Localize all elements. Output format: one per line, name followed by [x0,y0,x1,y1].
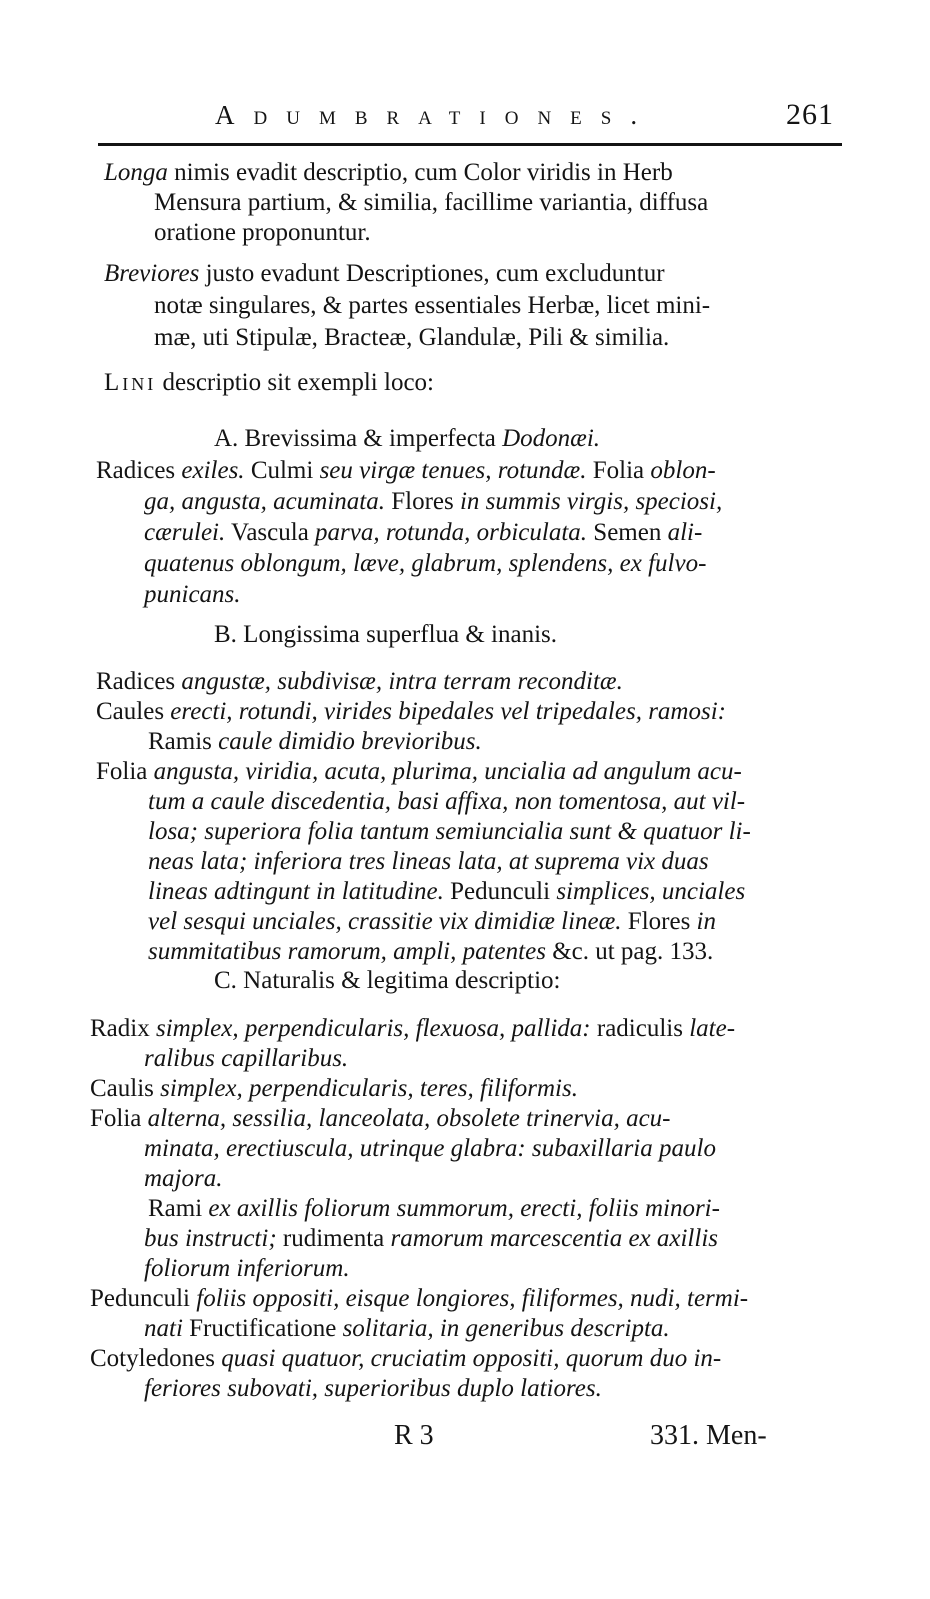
text-run: notæ singulares, & partes essentiales Herbæ, licet mini- [154,292,711,319]
text-run: justo evadunt Descriptiones, cum excluduntur [199,260,665,287]
text-run: Flores [621,908,697,935]
text-run: Cotyledones [90,1345,222,1372]
section-a-line-4 [144,549,706,579]
text-run: seu virgæ tenues, rotundæ. [319,457,587,484]
text-run: solitaria, in generibus descripta. [342,1315,670,1342]
section-b-line-10 [148,937,713,967]
text-run: Culmi [244,457,320,484]
text-run: minata, erectiuscula, utrinque glabra: subaxillaria paulo [144,1135,716,1162]
text-run: exiles. [181,457,245,484]
text-run: cærulei. [144,519,226,546]
section-c-line-4 [90,1104,671,1134]
text-run: nati [144,1315,183,1342]
section-c-line-12 [90,1344,721,1374]
text-run: simplex, perpendicularis, teres, filiformis. [160,1075,578,1102]
text-run: nimis evadit descriptio, cum Color viridis in Herb [167,159,673,186]
section-b-line-4 [96,757,742,787]
section-b-line-9 [148,907,716,937]
text-run: descriptio sit exempli loco: [156,369,434,396]
section-b-line-7 [148,847,709,877]
text-run: &c. ut pag. 133. [545,938,714,965]
text-run: A. Brevissima & imperfecta [214,425,503,452]
section-c-line-9 [144,1254,350,1284]
section-c-line-3 [90,1074,578,1104]
breviores-line-3 [154,323,669,353]
text-run: feriores subovati, superioribus duplo latiores. [144,1375,602,1402]
text-run: radiculis [590,1015,690,1042]
text-run: ali- [667,519,703,546]
section-b-line-8 [148,877,745,907]
text-run: bus instructi; [144,1225,277,1252]
text-run: Folia [96,758,154,785]
text-run: foliorum inferiorum. [144,1255,350,1282]
running-title: Adumbrationes. [215,100,657,130]
longa-line-1 [104,158,673,188]
text-run: ga, angusta, acuminata. [144,488,385,515]
text-run: lineas adtingunt in latitudine. [148,878,444,905]
section-b-line-2 [96,697,726,727]
section-c-line-1 [90,1014,735,1044]
text-run: Radix [90,1015,156,1042]
text-run: Rami [148,1195,209,1222]
section-a-line-3 [144,518,702,548]
text-run: parva, rotunda, orbiculata. [315,519,588,546]
text-run: mæ, uti Stipulæ, Bracteæ, Glandulæ, Pili & similia. [154,324,670,351]
text-run: alterna, sessilia, lanceolata, obsolete trinervia, acu- [147,1105,671,1132]
section-c-line-6 [144,1164,222,1194]
text-run: Flores [384,488,460,515]
text-run: Pedunculi [443,878,557,905]
text-run: Ramis [148,728,219,755]
text-run: ralibus capillaribus. [144,1045,349,1072]
text-run: Fructificatione [182,1315,343,1342]
section-c-heading [214,966,560,996]
text-run: summitatibus ramorum, ampli, patentes [148,938,546,965]
section-c-line-10 [90,1284,748,1314]
catchword: 331. Men- [650,1420,767,1451]
text-run: caule dimidio brevioribus. [218,728,482,755]
text-run: Dodonæi. [502,425,601,452]
section-a-line-1 [96,456,716,486]
text-run: Breviores [104,260,200,287]
text-run: oblon- [650,457,716,484]
signature-mark: R 3 [394,1420,434,1451]
text-run: Vascula [225,519,316,546]
section-c-line-5 [144,1134,716,1164]
text-run: losa; superiora folia tantum semiuncialia sunt & quatuor li- [148,818,751,845]
text-run: Caules [96,698,171,725]
page-number: 261 [786,98,834,131]
lini-line [104,368,434,398]
text-run: angusta, viridia, acuta, plurima, uncialia ad angulum acu- [153,758,742,785]
section-a-line-2 [144,487,722,517]
text-run: ex axillis foliorum summorum, erecti, foliis minori- [208,1195,720,1222]
text-run: simplex, perpendicularis, flexuosa, pallida: [155,1015,591,1042]
text-run: Pedunculi [90,1285,197,1312]
breviores-line-1 [104,259,665,289]
text-run: tum a caule discedentia, basi affixa, non tomentosa, aut vil- [148,788,746,815]
section-c-line-11 [144,1314,670,1344]
text-run: vel sesqui unciales, crassitie vix dimidiæ lineæ. [148,908,622,935]
section-b-line-5 [148,787,745,817]
section-c-line-13 [144,1374,602,1404]
section-b-line-3 [148,727,482,757]
text-run: foliis oppositi, eisque longiores, filiformes, nudi, termi- [196,1285,749,1312]
text-run: rudimenta [276,1225,391,1252]
text-run: in [696,908,716,935]
text-run: majora. [144,1165,223,1192]
text-run: Radices [96,668,182,695]
section-c-line-7 [148,1194,720,1224]
section-c-line-8 [144,1224,718,1254]
text-run: late- [689,1015,736,1042]
text-run: oratione proponuntur. [154,219,371,246]
longa-line-2 [154,188,708,218]
section-b-line-6 [148,817,751,847]
text-run: ramorum marcescentia ex axillis [390,1225,718,1252]
text-run: quatenus oblongum, læve, glabrum, splendens, ex fulvo- [144,550,707,577]
text-run: Mensura partium, & similia, facillime variantia, diffusa [154,189,709,216]
section-b-line-1 [96,667,623,697]
longa-line-3 [154,218,371,248]
text-run: neas lata; inferiora tres lineas lata, at suprema vix duas [148,848,709,875]
text-run: C. Naturalis & legitima descriptio: [214,967,561,994]
section-a-line-5 [144,580,241,610]
text-run: quasi quatuor, cruciatim oppositi, quorum duo in- [221,1345,722,1372]
section-b-heading [214,620,557,650]
text-run: Folia [90,1105,148,1132]
section-c-line-2 [144,1044,348,1074]
section-a-heading [214,424,600,454]
text-run: erecti, rotundi, virides bipedales vel tripedales, ramosi: [170,698,726,725]
header-rule [98,143,842,146]
breviores-line-2 [154,291,710,321]
text-run: simplices, unciales [556,878,746,905]
text-run: in summis virgis, speciosi, [459,488,723,515]
text-run: Semen [587,519,668,546]
text-run: Folia [586,457,651,484]
text-run: angustæ, subdivisæ, intra terram reconditæ. [181,668,623,695]
text-run: punicans. [144,581,241,608]
text-run: B. Longissima superflua & inanis. [214,621,558,648]
text-run: Caulis [90,1075,161,1102]
text-run: Radices [96,457,182,484]
text-run: Longa [104,159,168,186]
text-run: Lini [104,369,157,396]
